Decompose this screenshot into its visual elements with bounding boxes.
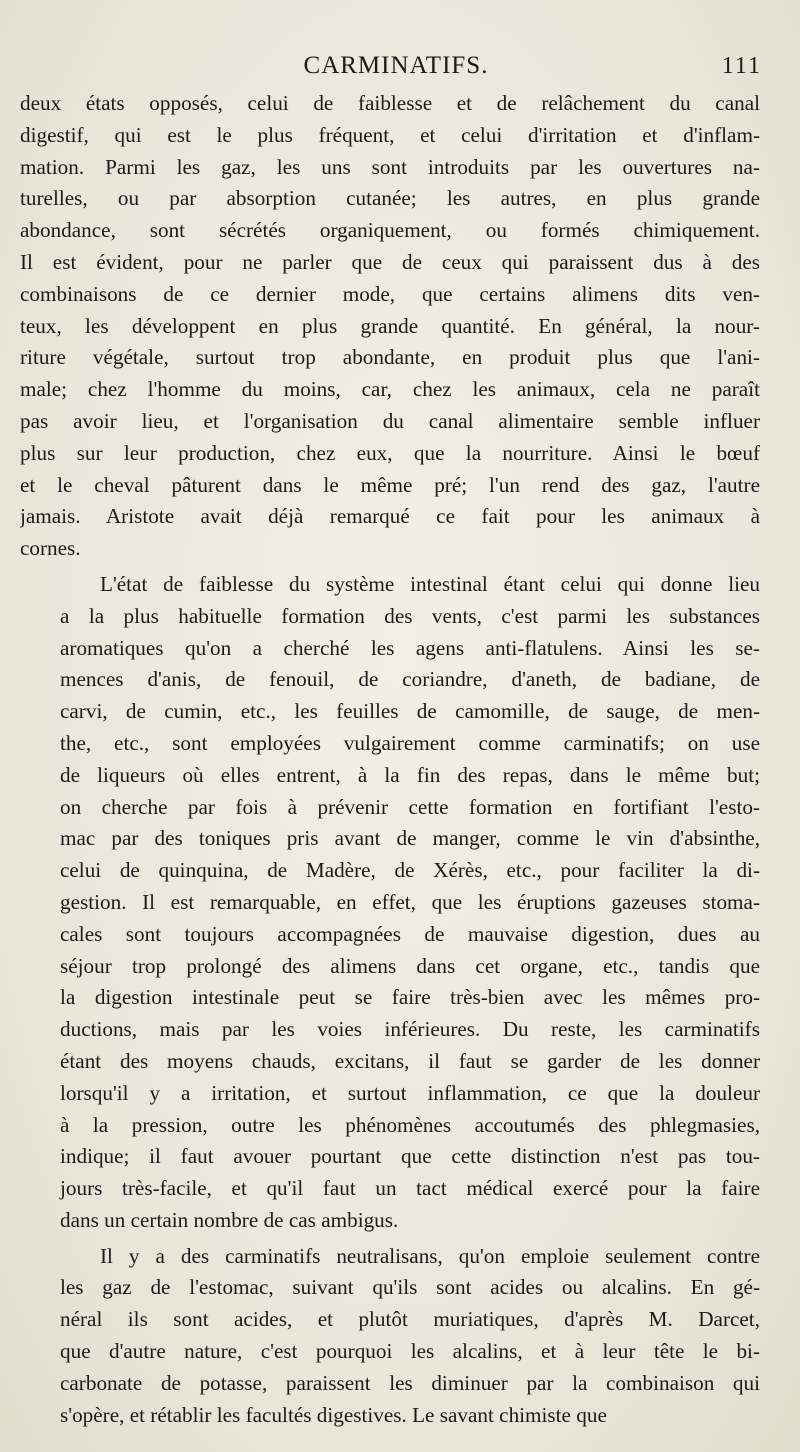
text-line: turelles, ou par absorption cutanée; les autres, en plus grande [20, 186, 760, 211]
text-line: lorsqu'il y a irritation, et surtout inflammation, ce que la douleur [60, 1080, 760, 1105]
text-line: de liqueurs où elles entrent, à la fin des repas, dans le même but; [60, 762, 760, 787]
text-line: celui de quinquina, de Madère, de Xérès, etc., pour faciliter la di- [60, 858, 760, 883]
text-line: abondance, sont sécrétés organiquement, ou formés chimiquement. [20, 218, 760, 243]
text-line: plus sur leur production, chez eux, que la nourriture. Ainsi le bœuf [20, 440, 760, 465]
text-line: carbonate de potasse, paraissent les diminuer par la combinaison qui [60, 1370, 760, 1395]
paragraph [20, 569, 760, 1237]
text-line: jamais. Aristote avait déjà remarqué ce fait pour les animaux à [20, 504, 760, 529]
text-line: Il y a des carminatifs neutralisans, qu'on emploie seulement contre [100, 1243, 760, 1268]
running-title: CARMINATIFS. [303, 52, 489, 79]
paragraph [20, 88, 760, 565]
text-line: male; chez l'homme du moins, car, chez les animaux, cela ne paraît [20, 377, 760, 402]
text-line: gestion. Il est remarquable, en effet, que les éruptions gazeuses stoma- [60, 889, 760, 914]
text-line: que d'autre nature, c'est pourquoi les alcalins, et à leur tête le bi- [60, 1339, 760, 1364]
text-line: cales sont toujours accompagnées de mauvaise digestion, dues au [60, 921, 760, 946]
text-line: mences d'anis, de fenouil, de coriandre, d'aneth, de badiane, de [60, 667, 760, 692]
text-line: séjour trop prolongé des alimens dans cet organe, etc., tandis que [60, 953, 760, 978]
text-line: et le cheval pâturent dans le même pré; l'un rend des gaz, l'autre [20, 472, 760, 497]
text-line: étant des moyens chauds, excitans, il faut se garder de les donner [60, 1048, 760, 1073]
text-line: riture végétale, surtout trop abondante, en produit plus que l'ani- [20, 345, 760, 370]
text-line: à la pression, outre les phénomènes accoutumés des phlegmasies, [60, 1112, 760, 1137]
text-line: the, etc., sont employées vulgairement comme carminatifs; on use [60, 730, 760, 755]
paragraph [20, 1241, 760, 1432]
text-line: mation. Parmi les gaz, les uns sont introduits par les ouvertures na- [20, 154, 760, 179]
text-line: s'opère, et rétablir les facultés digestives. Le savant chimiste que [60, 1402, 607, 1427]
text-line: jours très-facile, et qu'il faut un tact médical exercé pour la faire [60, 1176, 760, 1201]
text-line: teux, les développent en plus grande quantité. En général, la nour- [20, 313, 760, 338]
text-line: pas avoir lieu, et l'organisation du canal alimentaire semble influer [20, 408, 760, 433]
text-line: L'état de faiblesse du système intestinal étant celui qui donne lieu [100, 571, 760, 596]
page-header [20, 52, 772, 86]
text-line: deux états opposés, celui de faiblesse et de relâchement du canal [20, 91, 760, 115]
text-line: on cherche par fois à prévenir cette formation en fortifiant l'esto- [60, 794, 760, 819]
body-text [20, 88, 760, 1431]
text-line: digestif, qui est le plus fréquent, et celui d'irritation et d'inflam- [20, 122, 760, 147]
text-line: carvi, de cumin, etc., les feuilles de camomille, de sauge, de men- [60, 699, 760, 724]
text-line: combinaisons de ce dernier mode, que certains alimens dits ven- [20, 281, 760, 306]
text-line: dans un certain nombre de cas ambigus. [60, 1207, 399, 1232]
text-line: aromatiques qu'on a cherché les agens anti-flatulens. Ainsi les se- [60, 635, 760, 660]
text-line: a la plus habituelle formation des vents, c'est parmi les substances [60, 603, 760, 628]
text-line: mac par des toniques pris avant de manger, comme le vin d'absinthe, [60, 826, 760, 851]
text-line: indique; il faut avouer pourtant que cette distinction n'est pas tou- [60, 1144, 760, 1169]
text-line: la digestion intestinale peut se faire très-bien avec les mêmes pro- [60, 985, 760, 1010]
text-line: néral ils sont acides, et plutôt muriatiques, d'après M. Darcet, [60, 1307, 760, 1332]
page-number: 111 [721, 53, 762, 79]
text-line: les gaz de l'estomac, suivant qu'ils sont acides ou alcalins. En gé- [60, 1275, 760, 1300]
text-line: Il est évident, pour ne parler que de ceux qui paraissent dus à des [20, 249, 760, 274]
text-line: cornes. [20, 536, 81, 561]
text-line: ductions, mais par les voies inférieures. Du reste, les carminatifs [60, 1017, 760, 1042]
